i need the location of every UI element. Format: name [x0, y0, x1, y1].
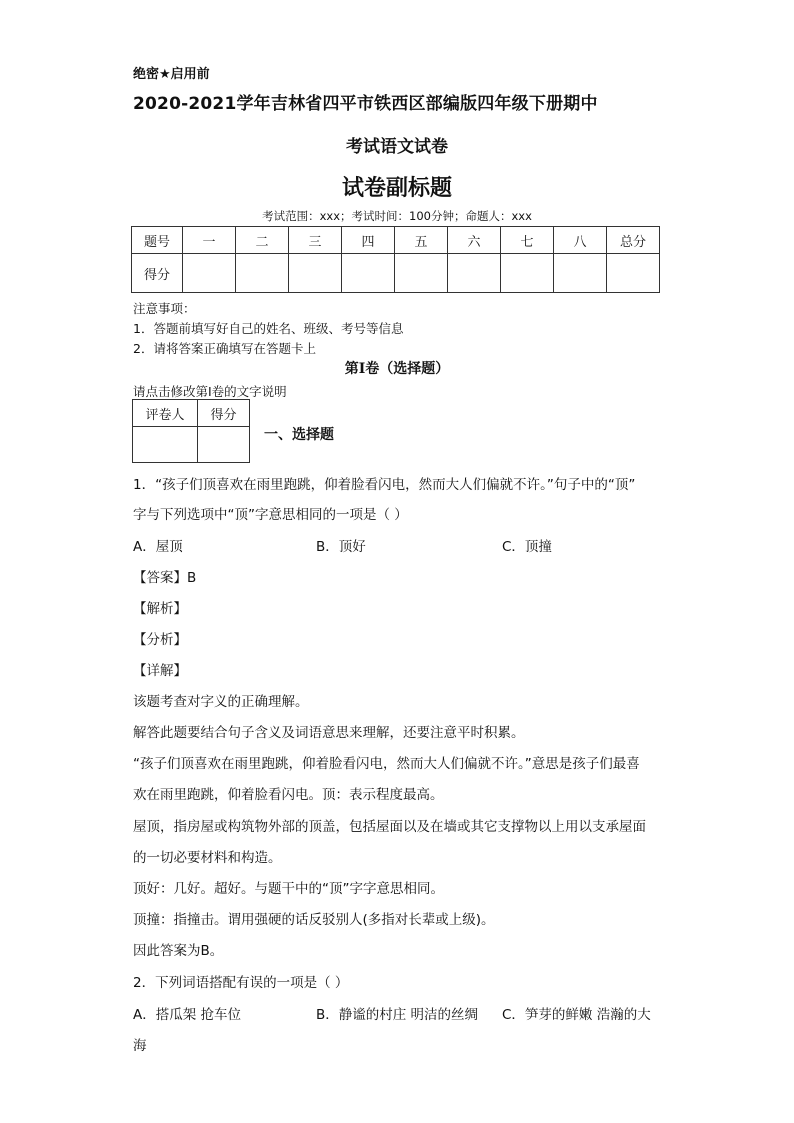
- note-item: 1．答题前填写好自己的姓名、班级、考号等信息: [133, 321, 404, 336]
- score-cell: [448, 254, 501, 293]
- score-table-header-row: [132, 227, 660, 254]
- score-header-cell: 二: [236, 227, 289, 254]
- score-cell: [554, 254, 607, 293]
- score-header-cell: 三: [289, 227, 342, 254]
- score-cell: [236, 254, 289, 293]
- q1-analysis-label: 【解析】: [133, 601, 187, 617]
- confidential-label: 绝密★启用前: [133, 67, 210, 82]
- q1-option-a: A．屋顶: [133, 539, 183, 555]
- grader-label: 评卷人: [133, 400, 198, 427]
- exam-subtitle: 试卷副标题: [341, 176, 452, 201]
- q1-explanation-line: 顶撞：指撞击。谓用强硬的话反驳别人(多指对长辈或上级)。: [133, 912, 495, 928]
- score-row-label: 得分: [132, 254, 183, 293]
- score-header-cell: 五: [395, 227, 448, 254]
- q1-option-b: B．顶好: [316, 539, 366, 555]
- q2-option-c: C．笋芽的鲜嫩 浩瀚的大: [502, 1007, 651, 1023]
- q1-explanation-line: 解答此题要结合句子含义及词语意思来理解，还要注意平时积累。: [133, 725, 525, 741]
- score-cell: [183, 254, 236, 293]
- q1-explanation-line: 顶好：几好。超好。与题干中的“顶”字字意思相同。: [133, 881, 444, 897]
- q1-option-c: C．顶撞: [502, 539, 552, 555]
- q2-option-a: A．搭瓜架 抢车位: [133, 1007, 242, 1023]
- exam-info: 考试范围：xxx；考试时间：100分钟；命题人：xxx: [262, 209, 532, 223]
- grader-score-cell: [198, 427, 250, 463]
- score-header-cell: 七: [501, 227, 554, 254]
- q1-stem-line2: 字与下列选项中“顶”字意思相同的一项是（ ）: [133, 507, 408, 523]
- exam-title-line2: 考试语文试卷: [346, 137, 448, 157]
- part-description: 请点击修改第I卷的文字说明: [133, 384, 287, 399]
- score-header-cell: 题号: [132, 227, 183, 254]
- q1-fenxi-label: 【分析】: [133, 632, 187, 648]
- section-heading: 一、选择题: [264, 427, 334, 443]
- score-header-cell: 总分: [607, 227, 660, 254]
- q1-explanation-line: 屋顶，指房屋或构筑物外部的顶盖，包括屋面以及在墙或其它支撑物以上用以支承屋面: [133, 819, 646, 835]
- score-header-cell: 一: [183, 227, 236, 254]
- score-table: [131, 226, 660, 293]
- q2-option-c-wrap: 海: [133, 1038, 147, 1054]
- part-title: 第I卷（选择题）: [344, 361, 450, 377]
- score-header-cell: 八: [554, 227, 607, 254]
- score-cell: [395, 254, 448, 293]
- score-header-cell: 四: [342, 227, 395, 254]
- score-cell: [501, 254, 554, 293]
- score-cell: [342, 254, 395, 293]
- notes-title: 注意事项：: [133, 301, 196, 316]
- q1-explanation-line: 因此答案为B。: [133, 943, 224, 959]
- q2-stem: 2．下列词语搭配有误的一项是（ ）: [133, 975, 349, 991]
- score-header-cell: 六: [448, 227, 501, 254]
- q1-detail-label: 【详解】: [133, 663, 187, 679]
- score-cell: [607, 254, 660, 293]
- grader-table: [132, 399, 250, 463]
- q1-stem-line1: 1．“孩子们顶喜欢在雨里跑跳，仰着脸看闪电，然而大人们偏就不许。”句子中的“顶”: [133, 477, 636, 493]
- note-item: 2．请将答案正确填写在答题卡上: [133, 341, 316, 356]
- q1-answer: 【答案】B: [133, 570, 197, 586]
- grader-input-row: [133, 427, 250, 463]
- q1-explanation-line: 该题考查对字义的正确理解。: [133, 694, 309, 710]
- q2-option-b: B．静谧的村庄 明洁的丝绸: [316, 1007, 479, 1023]
- grader-header-row: [133, 400, 250, 427]
- q1-explanation-line: “孩子们顶喜欢在雨里跑跳，仰着脸看闪电，然而大人们偏就不许。”意思是孩子们最喜: [133, 756, 640, 772]
- q1-explanation-line: 欢在雨里跑跳，仰着脸看闪电。顶：表示程度最高。: [133, 787, 444, 803]
- exam-title-line1: 2020-2021学年吉林省四平市铁西区部编版四年级下册期中: [133, 94, 598, 114]
- grader-cell: [133, 427, 198, 463]
- grader-score-label: 得分: [198, 400, 250, 427]
- score-table-score-row: [132, 254, 660, 293]
- score-cell: [289, 254, 342, 293]
- q1-explanation-line: 的一切必要材料和构造。: [133, 850, 282, 866]
